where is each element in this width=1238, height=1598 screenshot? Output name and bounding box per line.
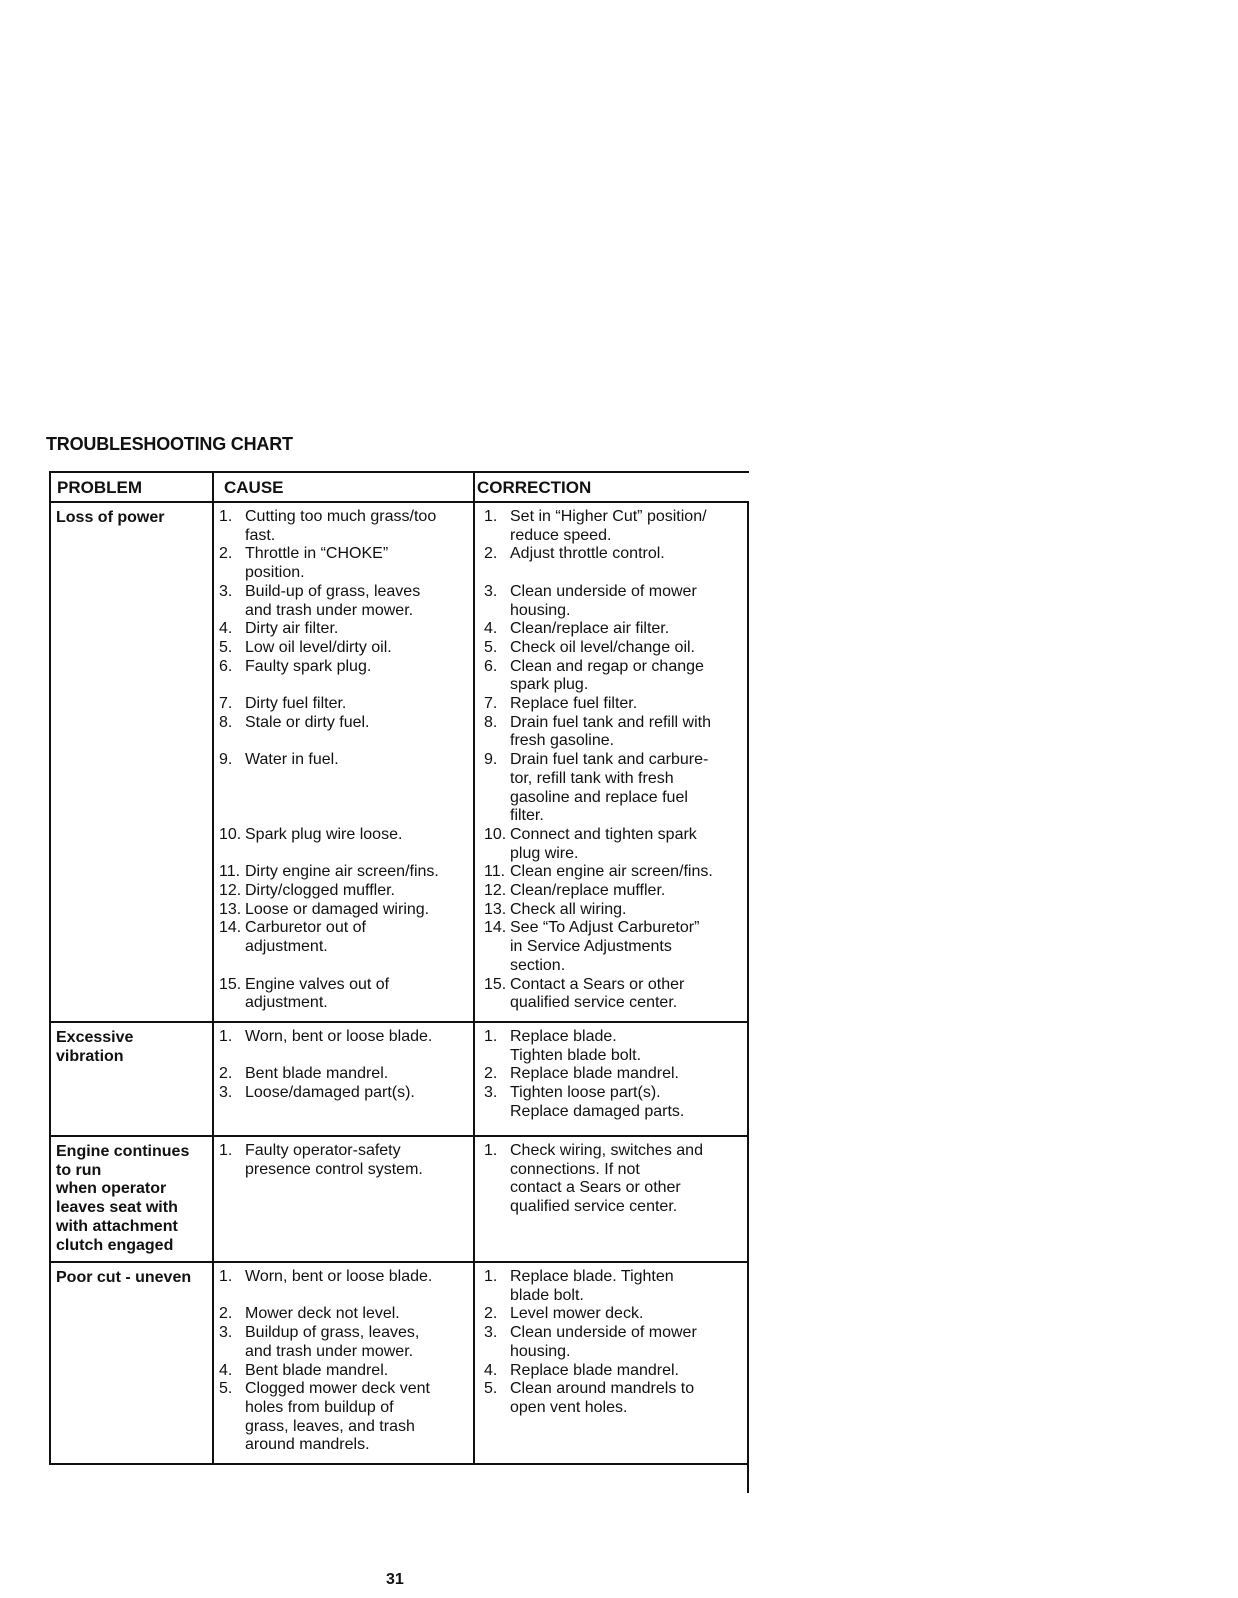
item-text: Dirty/clogged muffler. (245, 882, 395, 899)
item-text: Dirty fuel filter. (245, 695, 347, 712)
item-text: Replace fuel filter. (510, 695, 638, 712)
item-number: 5. (219, 638, 233, 656)
item-text: Spark plug wire loose. (245, 825, 403, 843)
item-number: 2. (484, 545, 498, 563)
item-number: 8. (484, 713, 498, 731)
item-number: 2. (219, 545, 233, 563)
item-text: Low oil level/dirty oil. (245, 638, 392, 656)
item-text: Dirty air filter. (245, 620, 339, 638)
page-number: 31 (386, 1571, 404, 1588)
item-number: 3. (484, 1324, 498, 1342)
item-number: 1. (484, 1142, 498, 1159)
header-cause: CAUSE (224, 478, 284, 497)
table-header-row (51, 473, 749, 503)
item-number: 1. (219, 1142, 233, 1159)
item-text: Bent blade mandrel. (245, 1065, 389, 1083)
problem-text: Excessive vibration (56, 1029, 134, 1065)
item-number: 7. (219, 695, 233, 712)
table-row (51, 1135, 749, 1261)
item-text: Stale or dirty fuel. (245, 713, 370, 731)
item-text: Water in fuel. (245, 751, 339, 769)
item-number: 2. (219, 1065, 233, 1083)
item-text: Replace blade mandrel. (510, 1361, 679, 1379)
item-number: 1. (219, 508, 233, 525)
item-number: 11. (219, 863, 241, 881)
item-number: 2. (484, 1305, 498, 1323)
item-text: Clean and regap or change spark plug. (510, 657, 704, 694)
table-row (51, 503, 749, 1021)
item-number: 6. (219, 657, 233, 675)
item-number: 10. (219, 825, 242, 843)
item-text: Faulty spark plug. (245, 657, 372, 675)
item-text: Contact a Sears or other qualified service center. (510, 975, 685, 1012)
table-row (51, 1261, 749, 1463)
problem-text: Engine continues to run when operator leaves seat with with attachment clutch engaged (56, 1143, 190, 1254)
item-number: 12. (219, 882, 242, 899)
problem-cell: Loss of power (56, 509, 165, 526)
item-number: 1. (484, 1268, 498, 1285)
item-text: Check oil level/change oil. (510, 638, 695, 656)
item-text: Loose or damaged wiring. (245, 900, 430, 918)
item-text: Clean underside of mower housing. (510, 582, 697, 619)
item-number: 10. (484, 825, 507, 843)
item-text: Replace blade. Tighten blade bolt. (510, 1028, 642, 1064)
item-text: Carburetor out of adjustment. (245, 919, 366, 956)
item-number: 15. (484, 975, 507, 993)
item-number: 1. (219, 1268, 233, 1285)
item-text: Clean around mandrels to open vent holes. (510, 1380, 695, 1416)
item-number: 5. (484, 638, 498, 656)
item-number: 5. (484, 1380, 498, 1398)
item-text: Check all wiring. (510, 900, 627, 918)
chart-title: TROUBLESHOOTING CHART (46, 434, 293, 454)
item-text: Set in “Higher Cut” position/ reduce speed. (510, 508, 707, 544)
item-text: Bent blade mandrel. (245, 1361, 389, 1379)
item-number: 4. (219, 620, 233, 638)
item-text: Clean engine air screen/fins. (510, 863, 713, 881)
problem-cell (56, 1143, 206, 1255)
item-text: Clean underside of mower housing. (510, 1324, 697, 1360)
item-number: 14. (219, 919, 242, 937)
item-text: Level mower deck. (510, 1305, 644, 1323)
table-row (51, 1021, 749, 1135)
item-text: Drain fuel tank and carbure- tor, refill tank with fresh gasoline and replace fuel filter. (510, 751, 709, 825)
header-problem: PROBLEM (57, 478, 142, 497)
item-text: Check wiring, switches and connections. If not contact a Sears or other qualified service center. (510, 1142, 703, 1216)
item-number: 3. (219, 1324, 233, 1342)
item-text: Faulty operator-safety presence control system. (245, 1142, 423, 1178)
header-correction: CORRECTION (477, 478, 592, 497)
item-number: 7. (484, 695, 498, 712)
item-text: Replace blade mandrel. (510, 1065, 679, 1083)
item-text: Replace blade. Tighten blade bolt. (510, 1268, 674, 1304)
item-text: Drain fuel tank and refill with fresh gasoline. (510, 713, 711, 750)
item-number: 8. (219, 713, 233, 731)
item-text: Engine valves out of adjustment. (245, 975, 390, 1012)
item-text: Worn, bent or loose blade. (245, 1268, 433, 1285)
item-number: 4. (484, 1361, 498, 1379)
item-text: Mower deck not level. (245, 1305, 400, 1323)
item-number: 2. (219, 1305, 233, 1323)
item-number: 4. (484, 620, 498, 638)
item-text: Adjust throttle control. (510, 545, 665, 563)
item-number: 1. (484, 1028, 498, 1045)
item-number: 13. (219, 900, 242, 918)
item-number: 14. (484, 919, 507, 937)
item-text: See “To Adjust Carburetor” in Service Adjustments section. (510, 919, 700, 974)
item-number: 3. (484, 1084, 498, 1102)
item-text: Dirty engine air screen/fins. (245, 863, 439, 881)
item-text: Clean/replace air filter. (510, 620, 670, 638)
item-text: Build-up of grass, leaves and trash under mower. (245, 582, 421, 619)
item-text: Connect and tighten spark plug wire. (510, 825, 697, 862)
item-text: Loose/damaged part(s). (245, 1084, 415, 1102)
item-number: 3. (219, 582, 233, 600)
item-number: 9. (484, 751, 498, 769)
item-number: 12. (484, 882, 507, 899)
problem-cell: Poor cut - uneven (56, 1269, 192, 1286)
item-number: 2. (484, 1065, 498, 1083)
item-text: Cutting too much grass/too fast. (245, 508, 437, 544)
item-number: 3. (219, 1084, 233, 1102)
item-text: Worn, bent or loose blade. (245, 1028, 433, 1045)
item-number: 5. (219, 1380, 233, 1398)
item-number: 1. (484, 508, 498, 525)
item-number: 1. (219, 1028, 233, 1045)
item-text: Tighten loose part(s). Replace damaged parts. (510, 1084, 685, 1120)
item-number: 9. (219, 751, 233, 769)
item-number: 15. (219, 975, 242, 993)
problem-cell (56, 1029, 206, 1066)
item-number: 6. (484, 657, 498, 675)
item-text: Clean/replace muffler. (510, 882, 666, 899)
item-number: 11. (484, 863, 506, 881)
item-text: Clogged mower deck vent holes from buildup of grass, leaves, and trash around mandrels. (245, 1380, 430, 1454)
troubleshooting-table (49, 471, 749, 1465)
item-text: Throttle in “CHOKE” position. (245, 545, 389, 582)
item-number: 3. (484, 582, 498, 600)
item-text: Buildup of grass, leaves, and trash under mower. (245, 1324, 420, 1360)
item-number: 13. (484, 900, 507, 918)
item-number: 4. (219, 1361, 233, 1379)
